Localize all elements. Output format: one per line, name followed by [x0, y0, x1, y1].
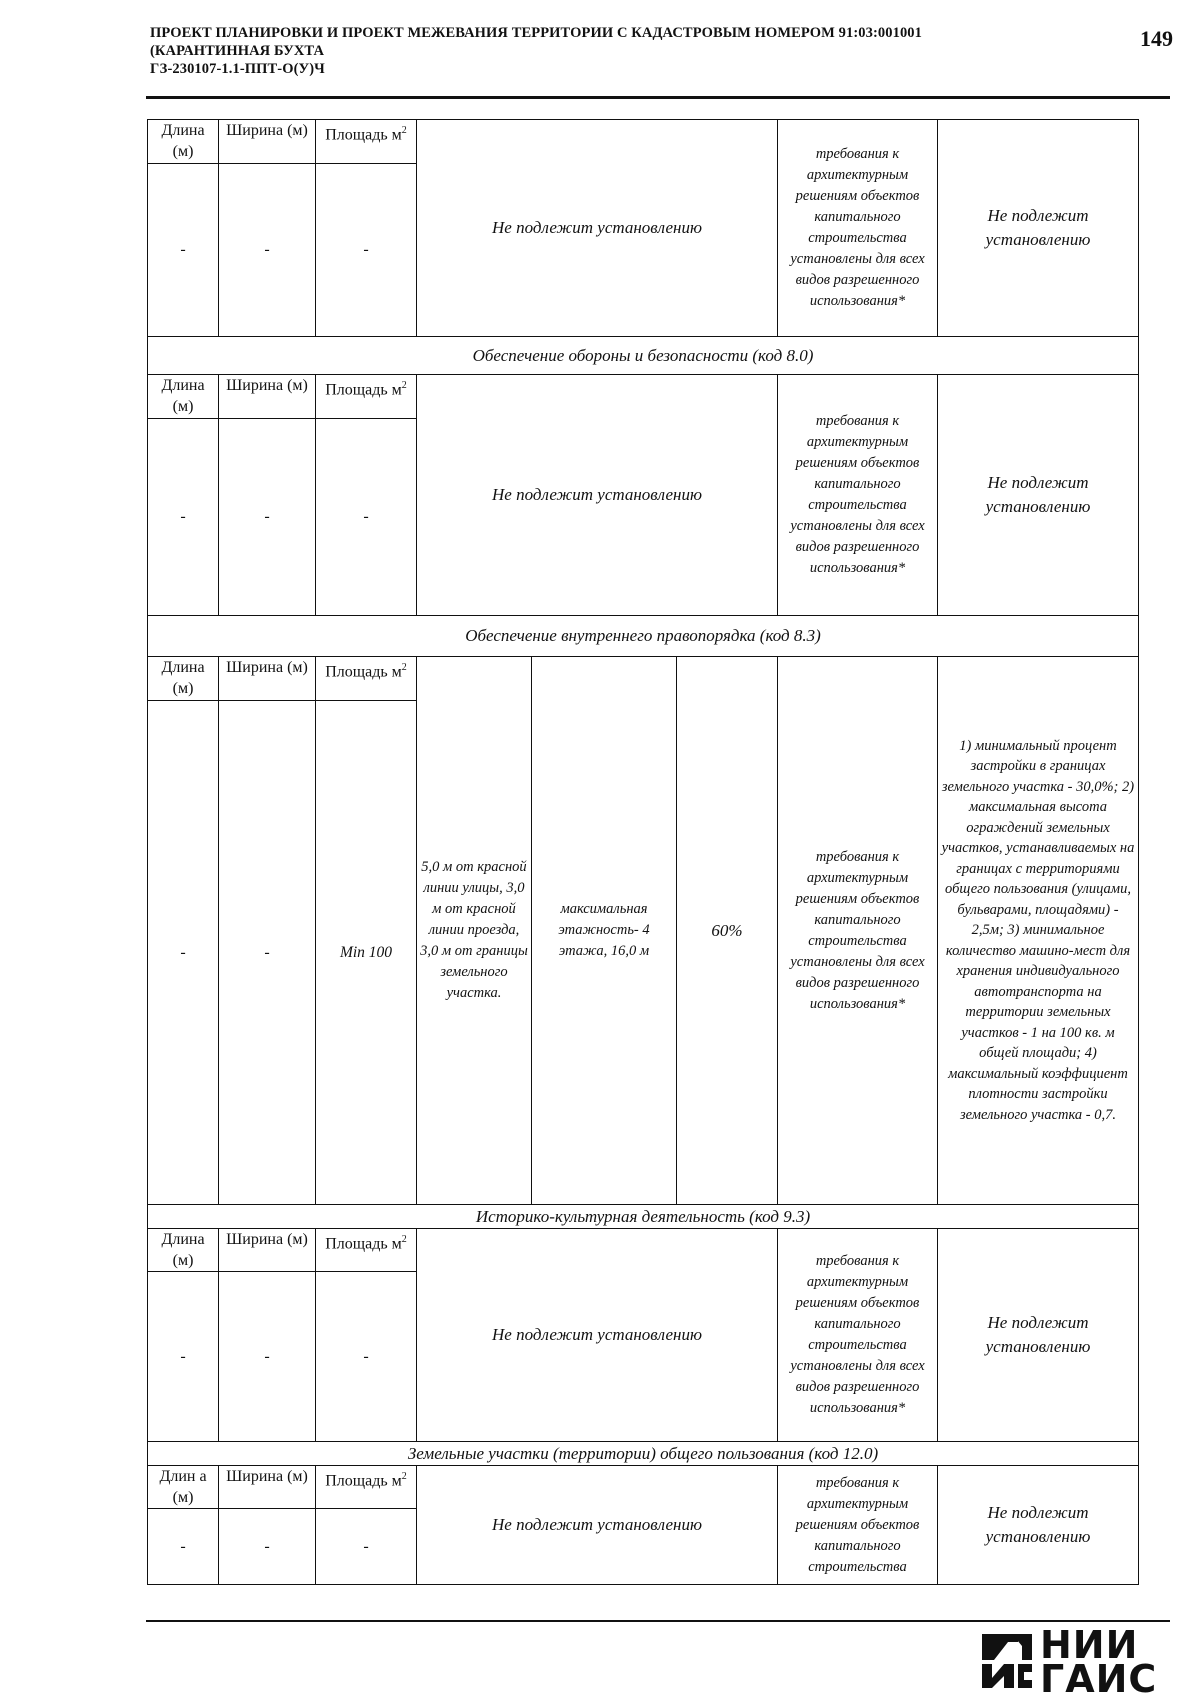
not-set-cell: Не подлежит установлению — [417, 120, 778, 337]
table-row — [148, 1229, 1139, 1272]
width-value: - — [219, 419, 316, 616]
table-row — [148, 375, 1139, 419]
width-value: - — [219, 164, 316, 337]
length-value: - — [148, 1272, 219, 1442]
arch-requirements-cell: требования к архитектурным решениям объектов капитального строительства установлены для всех видов разрешенного использования* — [778, 120, 938, 337]
col-header-area: Площадь $м^2$ — [316, 1466, 417, 1509]
logo-mark-icon — [978, 1630, 1036, 1692]
header-title-line2: (КАРАНТИННАЯ БУХТА — [150, 43, 325, 59]
col-header-length: Длина (м) — [148, 120, 219, 164]
section-title-law: Обеспечение внутреннего правопорядка (код 8.3) — [148, 616, 1139, 657]
length-value: - — [148, 1509, 219, 1585]
not-set-cell: Не подлежит установлению — [417, 375, 778, 616]
header-title-line1: ПРОЕКТ ПЛАНИРОВКИ И ПРОЕКТ МЕЖЕВАНИЯ ТЕРРИТОРИИ С КАДАСТРОВЫМ НОМЕРОМ 91:03:001001 — [150, 25, 923, 41]
col-header-width: Ширина (м) — [219, 375, 316, 419]
width-value: - — [219, 1272, 316, 1442]
col-header-width: Ширина (м) — [219, 1466, 316, 1509]
table-row — [148, 120, 1139, 164]
header-document-code: ГЗ-230107-1.1-ППТ-О(У)Ч — [150, 61, 325, 77]
col-header-length: Длина (м) — [148, 657, 219, 701]
section-row — [148, 337, 1139, 375]
length-value: - — [148, 701, 219, 1205]
logo-text-top: НИИ — [1040, 1623, 1139, 1667]
table-row — [148, 1466, 1139, 1509]
length-value: - — [148, 419, 219, 616]
other-params-cell: Не подлежит установлению — [938, 1466, 1139, 1585]
arch-requirements-cell: требования к архитектурным решениям объектов капитального строительства установлены для всех видов разрешенного использования* — [778, 657, 938, 1205]
width-value: - — [219, 701, 316, 1205]
col-header-length: Длина (м) — [148, 1229, 219, 1272]
table-row — [148, 657, 1139, 701]
col-header-width: Ширина (м) — [219, 120, 316, 164]
regulations-table — [147, 119, 1139, 1585]
arch-requirements-cell: требования к архитектурным решениям объектов капитального строительства установлены для всех видов разрешенного использования* — [778, 375, 938, 616]
footer-rule — [146, 1620, 1170, 1622]
width-value: - — [219, 1509, 316, 1585]
col-header-area: Площадь $м^2$ — [316, 657, 417, 701]
section-title-history: Историко-культурная деятельность (код 9.3) — [148, 1205, 1139, 1229]
logo-text-bottom: ГАИС — [1040, 1657, 1158, 1701]
percent-cell: 60% — [677, 657, 778, 1205]
col-header-width: Ширина (м) — [219, 1229, 316, 1272]
niigais-logo — [978, 1623, 1168, 1701]
area-value: - — [316, 419, 417, 616]
header-rule — [146, 96, 1170, 99]
document-header — [150, 24, 1070, 78]
other-params-cell: Не подлежит установлению — [938, 375, 1139, 616]
col-header-area: Площадь $м^2$ — [316, 1229, 417, 1272]
area-value: - — [316, 164, 417, 337]
section-row — [148, 1442, 1139, 1466]
arch-requirements-cell: требования к архитектурным решениям объектов капитального строительства — [778, 1466, 938, 1585]
floors-cell: максимальная этажность- 4 этажа, 16,0 м — [532, 657, 677, 1205]
section-row — [148, 1205, 1139, 1229]
length-value: - — [148, 164, 219, 337]
area-value: - — [316, 1272, 417, 1442]
col-header-width: Ширина (м) — [219, 657, 316, 701]
col-header-length: Длина (м) — [148, 375, 219, 419]
not-set-cell: Не подлежит установлению — [417, 1229, 778, 1442]
other-params-cell: Не подлежит установлению — [938, 120, 1139, 337]
other-params-cell: 1) минимальный процент застройки в границах земельного участка - 30,0%; 2) максимальная высота ограждений земельных участков, устанавливаемых на границах с территориями общего пользования (улицами, бульварами, площадями) - 2,5м; 3) минимальное количество машино-мест для хранения индивидуального автотранспорта на территории земельных участков - 1 на 100 кв. м общей площади; 4) максимальный коэффициент плотности застройки земельного участка - 0,7. — [938, 657, 1139, 1205]
area-value: Min 100 — [316, 701, 417, 1205]
not-set-cell: Не подлежит установлению — [417, 1466, 778, 1585]
page-number: 149 — [1140, 26, 1173, 51]
section-row — [148, 616, 1139, 657]
col-header-area: Площадь $м^2$ — [316, 375, 417, 419]
section-title-defense: Обеспечение обороны и безопасности (код 8.0) — [148, 337, 1139, 375]
setback-cell: 5,0 м от красной линии улицы, 3,0 м от красной линии проезда, 3,0 м от границы земельного участка. — [417, 657, 532, 1205]
section-title-public: Земельные участки (территории) общего пользования (код 12.0) — [148, 1442, 1139, 1466]
arch-requirements-cell: требования к архитектурным решениям объектов капитального строительства установлены для всех видов разрешенного использования* — [778, 1229, 938, 1442]
area-value: - — [316, 1509, 417, 1585]
col-header-length: Длин а (м) — [148, 1466, 219, 1509]
other-params-cell: Не подлежит установлению — [938, 1229, 1139, 1442]
col-header-area: Площадь $м^2$ — [316, 120, 417, 164]
